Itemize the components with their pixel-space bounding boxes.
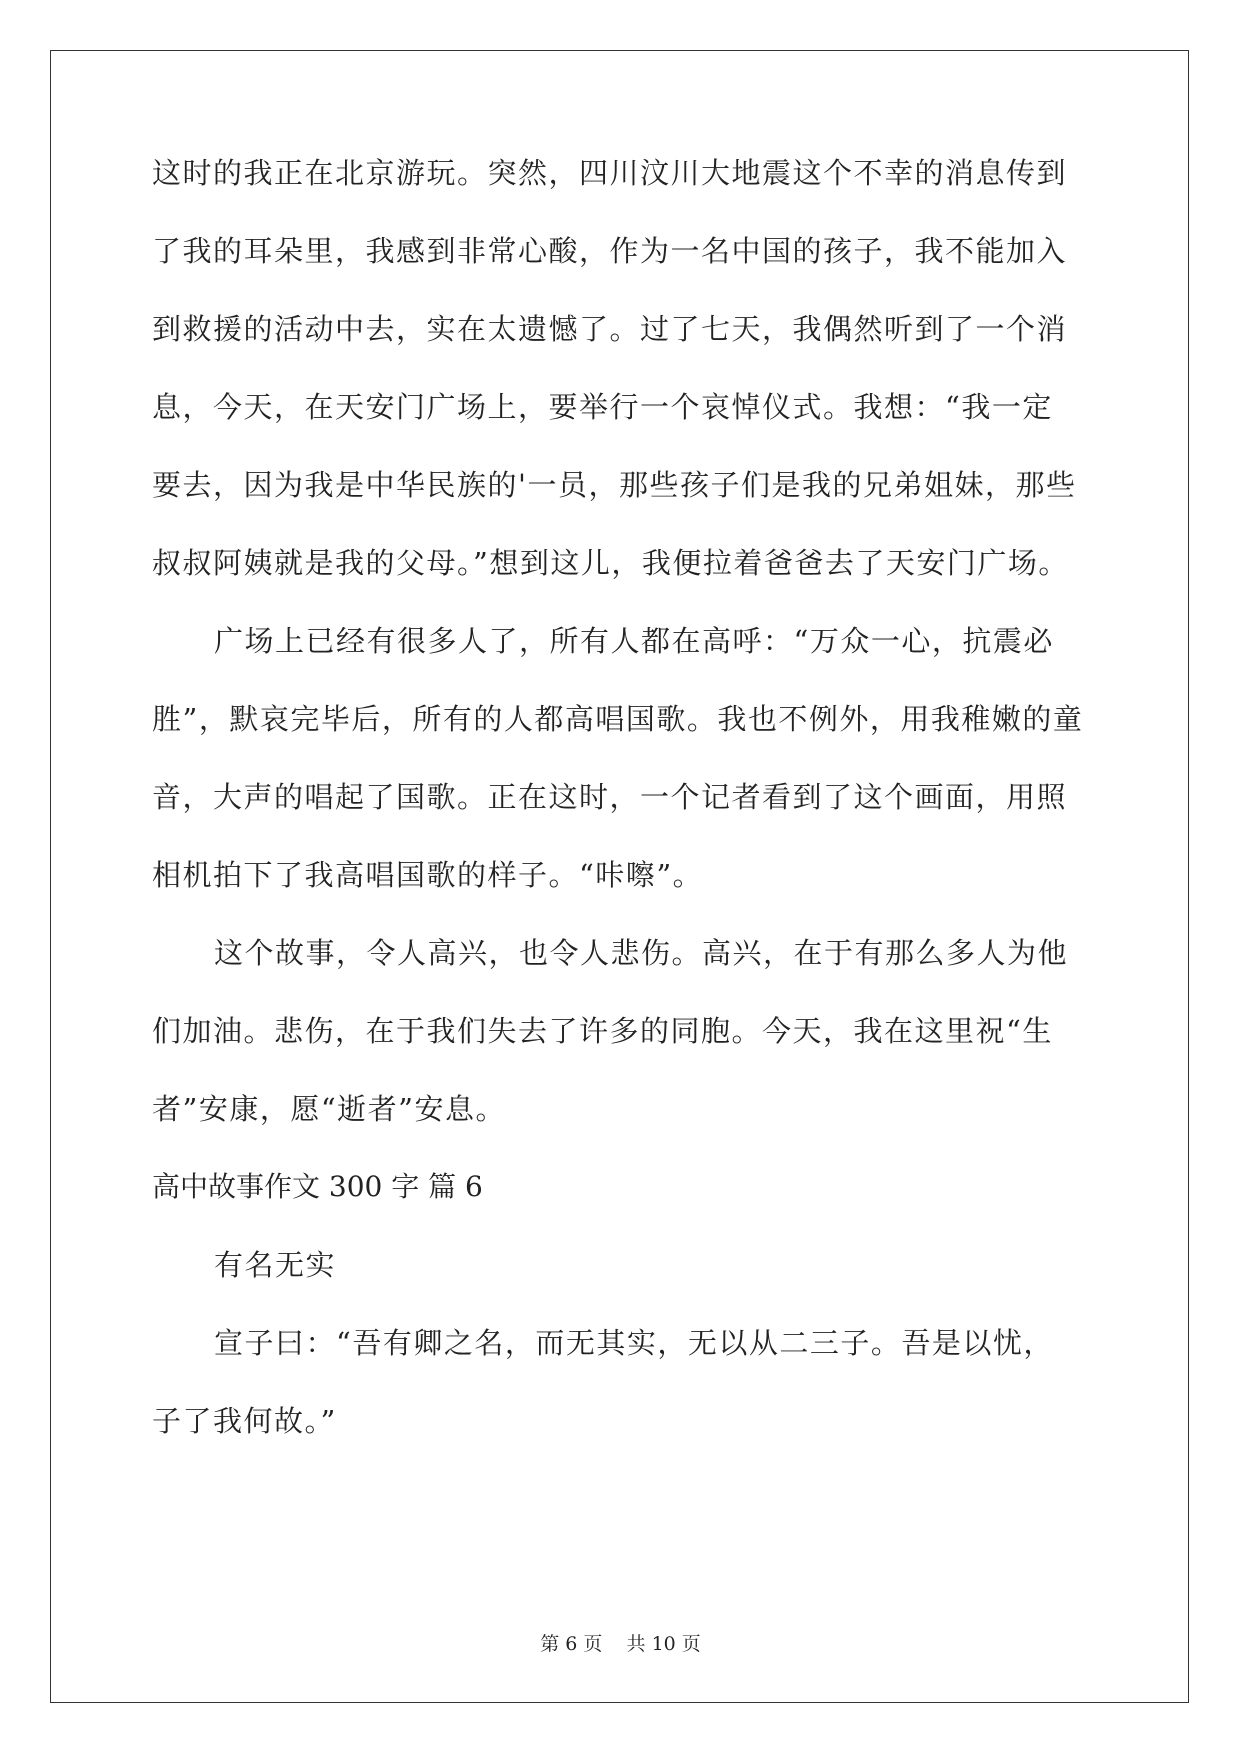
text-line: 这个故事，令人高兴，也令人悲伤。高兴，在于有那么多人为他 (214, 936, 1069, 970)
text-line: 宣子曰：“吾有卿之名，而无其实，无以从二三子。吾是以忧， (214, 1326, 1054, 1360)
text-line: 胜”，默哀完毕后，所有的人都高唱国歌。我也不例外，用我稚嫩的童 (152, 702, 1084, 736)
text-line: 叔叔阿姨就是我的父母。”想到这儿，我便拉着爸爸去了天安门广场。 (152, 546, 1069, 580)
section-heading: 高中故事作文 300 字 篇 6 (152, 1170, 483, 1203)
page-number: 第 6 页 共 10 页 (540, 1633, 701, 1655)
text-line: 者”安康，愿“逝者”安息。 (152, 1092, 506, 1126)
text-line: 广场上已经有很多人了，所有人都在高呼：“万众一心，抗震必 (214, 624, 1054, 658)
text-line: 们加油。悲伤，在于我们失去了许多的同胞。今天，我在这里祝“生 (152, 1014, 1053, 1048)
text-line: 了我的耳朵里，我感到非常心酸，作为一名中国的孩子，我不能加入 (152, 234, 1068, 268)
page-footer (0, 1632, 1241, 1656)
story-title: 有名无实 (214, 1248, 337, 1282)
text-line: 子了我何故。” (152, 1404, 337, 1438)
text-line: 要去，因为我是中华民族的'一员，那些孩子们是我的兄弟姐妹，那些 (152, 468, 1077, 502)
text-line: 相机拍下了我高唱国歌的样子。“咔嚓”。 (152, 858, 704, 892)
text-line: 音，大声的唱起了国歌。正在这时，一个记者看到了这个画面，用照 (152, 780, 1068, 814)
text-line: 这时的我正在北京游玩。突然，四川汶川大地震这个不幸的消息传到 (152, 156, 1068, 190)
text-line: 息，今天，在天安门广场上，要举行一个哀悼仪式。我想：“我一定 (152, 390, 1053, 424)
text-line: 到救援的活动中去，实在太遗憾了。过了七天，我偶然听到了一个消 (152, 312, 1068, 346)
